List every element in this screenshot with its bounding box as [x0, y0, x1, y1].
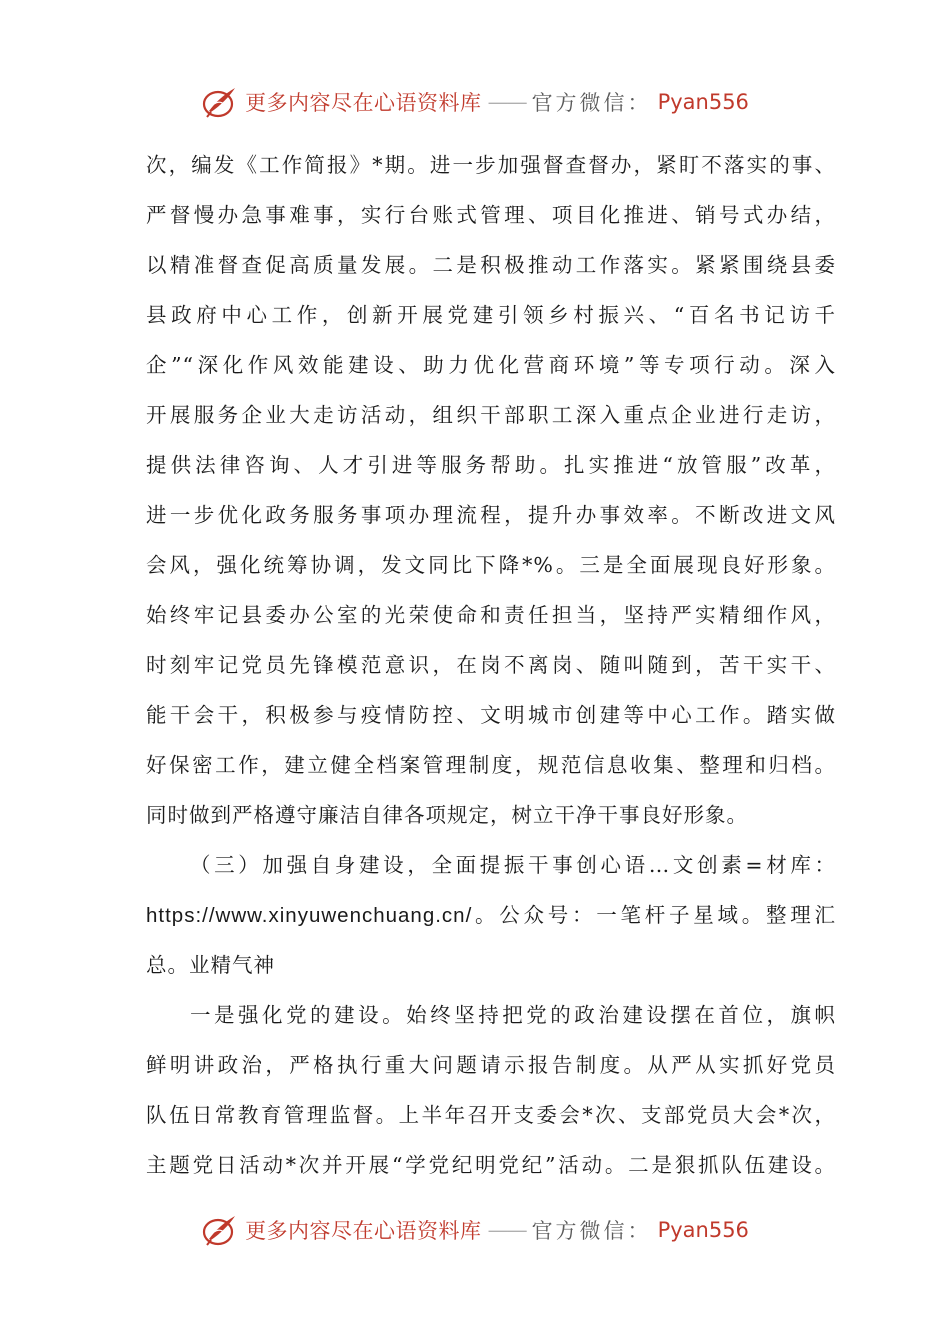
text-line: 开展服务企业大走访活动，组织干部职工深入重点企业进行走访，: [146, 403, 836, 427]
watermark-text: 更多内容尽在心语资料库: [245, 91, 482, 115]
text-line: 时刻牢记党员先锋模范意识，在岗不离岗、随叫随到，苦干实干、: [146, 653, 836, 677]
watermark-content: [201, 1213, 749, 1247]
watermark-label: 官方微信：: [531, 91, 652, 115]
quill-logo-icon: [201, 85, 239, 119]
text-line: 次，编发《工作简报》*期。进一步加强督查督办，紧盯不落实的事、: [146, 153, 836, 177]
watermark-label: 官方微信：: [531, 1219, 652, 1243]
text-line: 鲜明讲政治，严格执行重大问题请示报告制度。从严从实抓好党员: [146, 1053, 836, 1077]
quill-logo-icon: [201, 1213, 239, 1247]
watermark-content: [201, 85, 749, 119]
text-line: 主题党日活动*次并开展“学党纪明党纪”活动。二是狠抓队伍建设。: [146, 1153, 836, 1177]
text-line: 以精准督查促高质量发展。二是积极推动工作落实。紧紧围绕县委: [146, 253, 836, 277]
section-heading-line: （三）加强自身建设，全面提振干事创心语…文创素=材库：: [190, 853, 836, 877]
url-text: https://www.xinyuwenchuang.cn/: [146, 904, 473, 927]
watermark-dash: ——: [487, 90, 526, 114]
footer-watermark-banner: [0, 1210, 950, 1250]
text-line-with-url: [146, 900, 836, 931]
text-line: 企”“深化作风效能建设、助力优化营商环境”等专项行动。深入: [146, 353, 836, 377]
text-line: 队伍日常教育管理监督。上半年召开支委会*次、支部党员大会*次，: [146, 1103, 836, 1127]
text-line: 始终牢记县委办公室的光荣使命和责任担当，坚持严实精细作风，: [146, 603, 836, 627]
text-line: 同时做到严格遵守廉洁自律各项规定，树立干净干事良好形象。: [146, 803, 748, 827]
text-line: 县政府中心工作，创新开展党建引领乡村振兴、“百名书记访千: [146, 303, 836, 327]
text-line: 总。业精气神: [146, 953, 275, 977]
url-trailing-text: 。公众号：一笔杆子星域。整理汇: [472, 903, 836, 927]
text-line: 好保密工作，建立健全档案管理制度，规范信息收集、整理和归档。: [146, 753, 836, 777]
text-line: 会风，强化统筹协调，发文同比下降*%。三是全面展现良好形象。: [146, 553, 836, 577]
watermark-wechat-id: Pyan556: [657, 90, 749, 114]
text-line: 能干会干，积极参与疫情防控、文明城市创建等中心工作。踏实做: [146, 703, 836, 727]
watermark-dash: ——: [487, 1218, 526, 1242]
text-line: 严督慢办急事难事，实行台账式管理、项目化推进、销号式办结，: [146, 203, 836, 227]
text-line: 进一步优化政务服务事项办理流程，提升办事效率。不断改进文风: [146, 503, 836, 527]
text-line: 提供法律咨询、人才引进等服务帮助。扎实推进“放管服”改革，: [146, 453, 836, 477]
watermark-wechat-id: Pyan556: [657, 1218, 749, 1242]
watermark-text: 更多内容尽在心语资料库: [245, 1219, 482, 1243]
header-watermark-banner: [0, 82, 950, 122]
paragraph-start-line: 一是强化党的建设。始终坚持把党的政治建设摆在首位，旗帜: [190, 1003, 836, 1027]
